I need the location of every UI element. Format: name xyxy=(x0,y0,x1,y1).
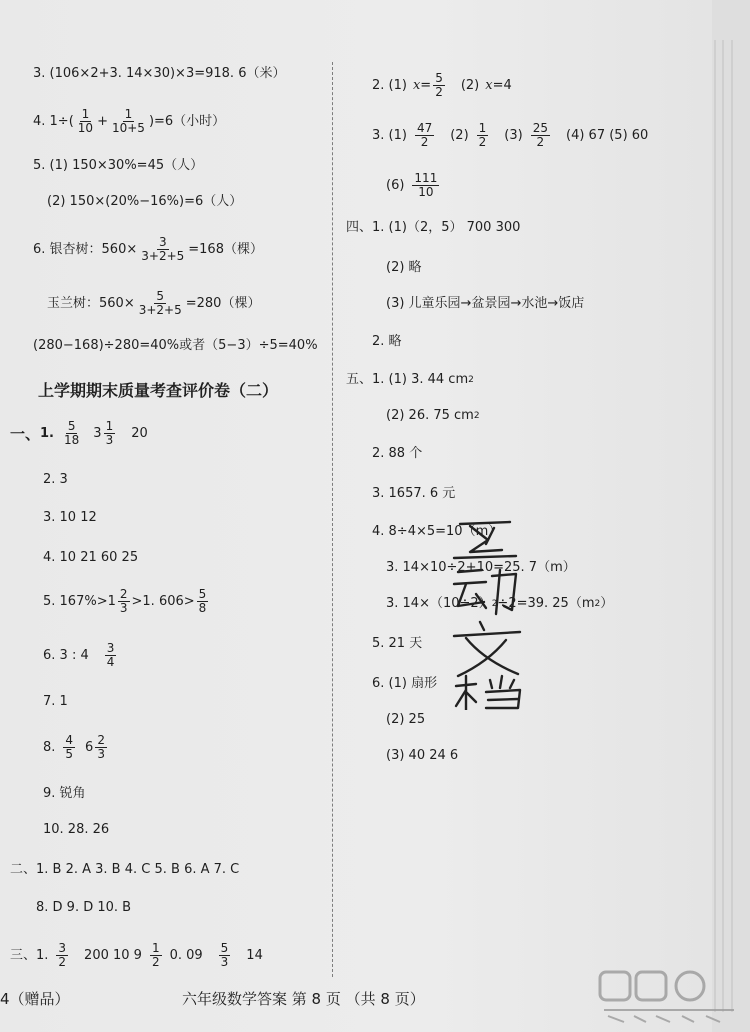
answer-line: 2. 3 xyxy=(43,472,68,487)
answer-line: 8. $\frac{4}{5}$ 6 $\frac{2}{3}$ xyxy=(43,733,105,761)
answer-line: 3. 1657. 6 元 xyxy=(372,486,456,501)
page-edge xyxy=(731,40,733,1012)
answer-line: 4. 1÷( $\frac{1}{10}$ + $\frac{1}{10+5}$ )=6（小时） xyxy=(33,107,226,135)
answer-line: 一、 1. $\frac{5}{18}$ 3 $\frac{1}{3}$ 20 xyxy=(10,419,148,447)
answer-line: 二、1. B 2. A 3. B 4. C 5. B 6. A 7. C xyxy=(10,862,240,877)
answer-line: 3. (1) $\frac{47}{2}$ (2) $\frac{1}{2}$ (3) $\frac{25}{2}$ (4) 67 (5) 60 xyxy=(372,121,649,149)
answer-line: 9. 锐角 xyxy=(43,786,86,801)
page-edge xyxy=(714,40,716,1012)
page-edge xyxy=(722,40,724,1012)
answer-line: 8. D 9. D 10. B xyxy=(36,900,132,915)
answer-line: 4. 10 21 60 25 xyxy=(43,550,139,565)
answer-line: 6. (1) 扇形 xyxy=(372,676,438,691)
watermark-logo xyxy=(594,966,744,1026)
answer-line: 2. 88 个 xyxy=(372,446,423,461)
answer-line: 三、1. $\frac{3}{2}$ 200 10 9 $\frac{1}{2}$ 0. 09 $\frac{5}{3}$ 14 xyxy=(10,941,263,969)
footer-title: 六年级数学答案 第 8 页 （共 8 页） xyxy=(182,990,425,1008)
answer-line: (6) $\frac{111}{10}$ xyxy=(386,171,438,199)
answer-line: (2) 25 xyxy=(386,712,426,727)
answer-line: 5. (1) 150×30%=45（人） xyxy=(33,158,204,173)
answer-line: 6. 3 : 4 $\frac{3}{4}$ xyxy=(43,641,115,669)
answer-line: 4. 8÷4×5=10（m） xyxy=(372,524,502,539)
answer-line: (2) 26. 75 cm 2 xyxy=(386,408,480,423)
answer-line: 四、1. (1)（2，5） 700 300 xyxy=(346,220,521,235)
answer-line: 5. 21 天 xyxy=(372,636,423,651)
footer-page-label: 4（赠品） xyxy=(0,990,70,1008)
answer-line: 6. 银杏树：560× $\frac{3}{3+2+5}$ =168（棵） xyxy=(33,235,263,263)
answer-line: 10. 28. 26 xyxy=(43,822,110,837)
answer-line: (2) 150×(20%−16%)=6（人） xyxy=(47,194,243,209)
answer-line: 2. (1) x = $\frac{5}{2}$ (2) x =4 xyxy=(372,71,512,99)
answer-line: 3. (106×2+3. 14×30)×3=918. 6（米） xyxy=(33,66,286,81)
column-divider xyxy=(332,62,333,977)
answer-line: 3. 14×（10÷2） 2 ÷2=39. 25（m 2 ） xyxy=(386,596,614,611)
answer-line: (280−168)÷280=40%或者（5−3）÷5=40% xyxy=(33,338,318,353)
answer-line: 7. 1 xyxy=(43,694,68,709)
answer-line: 3. 10 12 xyxy=(43,510,97,525)
answer-line: 5. 167%>1 $\frac{2}{3}$ >1. 606> $\frac{5}{8}$ xyxy=(43,587,207,615)
answer-line: (2) 略 xyxy=(386,260,422,275)
handwriting-mark xyxy=(440,510,550,710)
answer-line: 3. 14×10÷2+10=25. 7（m） xyxy=(386,560,576,575)
answer-line: 玉兰树：560× $\frac{5}{3+2+5}$ =280（棵） xyxy=(47,289,261,317)
answer-line: (3) 40 24 6 xyxy=(386,748,459,763)
answer-line: 2. 略 xyxy=(372,334,402,349)
section-title: 上学期期末质量考查评价卷（二） xyxy=(38,381,279,400)
answer-line: 五、1. (1) 3. 44 cm 2 xyxy=(346,372,474,387)
answer-line: (3) 儿童乐园→盆景园→水池→饭店 xyxy=(386,296,585,311)
